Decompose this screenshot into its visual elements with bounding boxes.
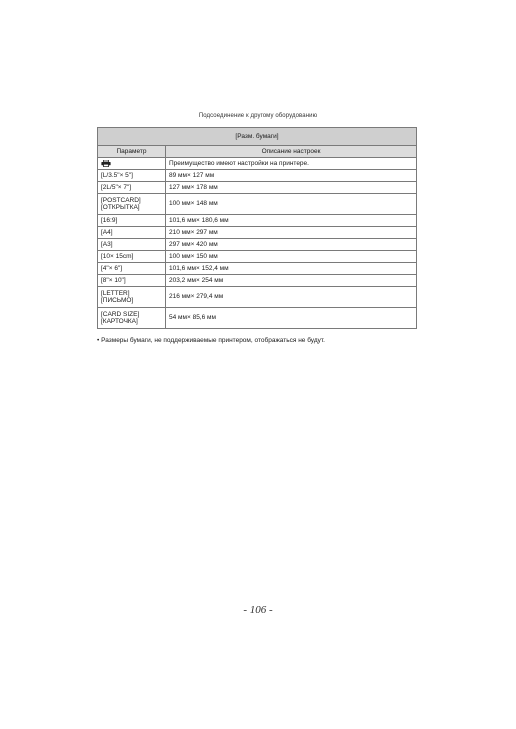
desc-cell: 101,6 мм× 152,4 мм [166,263,417,275]
table-row [98,275,417,287]
table-row [98,158,417,170]
param-cell: [L/3.5"× 5"] [98,170,166,182]
desc-cell: 101,6 мм× 180,6 мм [166,215,417,227]
param-cell: [10× 15cm] [98,251,166,263]
param-cell: [2L/5"× 7"] [98,182,166,194]
param-cell: [LETTER] [ПИСЬМО] [98,287,166,308]
param-cell: [CARD SIZE] [КАРТОЧКА] [98,308,166,329]
footnote: • Размеры бумаги, не поддерживаемые принтером, отображаться не будут. [97,337,325,344]
paper-size-table [97,127,417,329]
table-row [98,170,417,182]
table-caption-row [98,128,417,146]
desc-cell: 297 мм× 420 мм [166,239,417,251]
table-row [98,251,417,263]
table-row [98,287,417,308]
desc-cell: 89 мм× 127 мм [166,170,417,182]
param-cell: [8"× 10"] [98,275,166,287]
table-row [98,227,417,239]
column-header-parameter: Параметр [98,146,166,158]
desc-cell: 100 мм× 148 мм [166,194,417,215]
param-cell: [A4] [98,227,166,239]
table-caption: [Разм. бумаги] [98,128,417,146]
param-cell: [POSTCARD] [ОТКРЫТКА] [98,194,166,215]
desc-cell: 100 мм× 150 мм [166,251,417,263]
table-row [98,194,417,215]
desc-cell: 127 мм× 178 мм [166,182,417,194]
table-row [98,239,417,251]
column-header-description: Описание настроек [166,146,417,158]
page-header-title: Подсоединение к другому оборудованию [198,113,318,119]
table-row [98,263,417,275]
param-cell: [4"× 6"] [98,263,166,275]
param-cell: [A3] [98,239,166,251]
desc-cell: Преимущество имеют настройки на принтере. [166,158,417,170]
table-row [98,308,417,329]
desc-cell: 216 мм× 279,4 мм [166,287,417,308]
desc-cell: 210 мм× 297 мм [166,227,417,239]
table-row [98,182,417,194]
page-number: - 106 - [243,604,273,616]
desc-cell: 203,2 мм× 254 мм [166,275,417,287]
table-row [98,215,417,227]
param-cell [98,158,166,170]
desc-cell: 54 мм× 85,6 мм [166,308,417,329]
printer-icon [101,160,111,167]
param-cell: [16:9] [98,215,166,227]
table-header-row [98,146,417,158]
